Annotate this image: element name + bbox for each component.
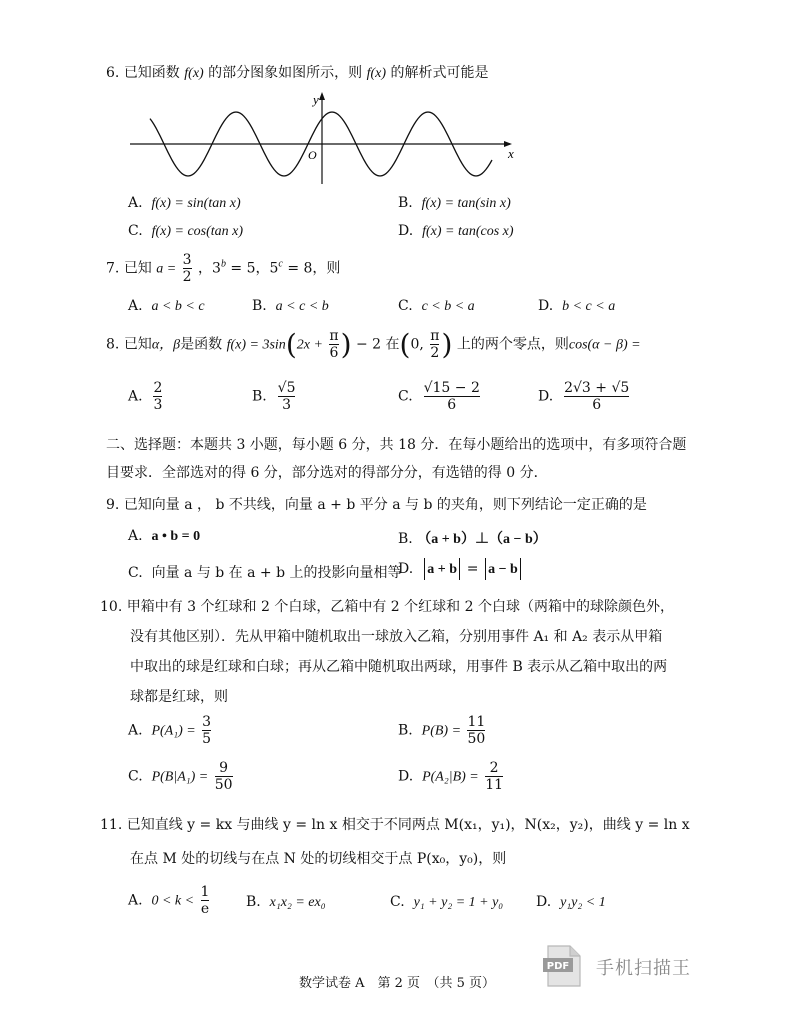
q11-line1: 11. 已知直线 y = kx 与曲线 y = ln x 相交于不同两点 M(x₁，y₁)，N(x₂，y₂)，曲线 y = ln x bbox=[100, 817, 690, 833]
q9-option-a: A. a • b = 0 bbox=[128, 528, 201, 544]
q6-option-d: D. f(x) = tan(cos x) bbox=[398, 223, 514, 239]
q7-stem: 7. 已知 a = $\frac{3}{2}$ ，$3^b = 5$，$5^c = 8$，则 bbox=[106, 252, 341, 286]
svg-text:PDF: PDF bbox=[546, 961, 570, 972]
q11-option-b: B. x₁x₂ = ex₀ bbox=[246, 894, 326, 910]
q8-option-d: D. $\frac{2√3 + √5}{6}$ bbox=[538, 380, 630, 414]
q7-option-d: D. b < c < a bbox=[538, 298, 616, 314]
q10-option-c: C. P(B|A₁) = $\frac{9}{50}$ bbox=[128, 760, 233, 794]
q6-function-graph bbox=[130, 92, 530, 192]
q10-line4: 球都是红球，则 bbox=[130, 689, 228, 705]
q8-option-c: C. $\frac{√15 - 2}{6}$ bbox=[398, 380, 480, 414]
q10-option-b: B. P(B) = $\frac{11}{50}$ bbox=[398, 714, 486, 748]
page-footer: 数学试卷 A 第 2 页 （共 5 页） bbox=[298, 976, 496, 991]
q7-option-b: B. a < c < b bbox=[252, 298, 329, 314]
q6-stem: 6. 已知函数 f(x) 的部分图象如图所示，则 f(x) 的解析式可能是 bbox=[106, 65, 489, 81]
q9-option-b: B. （a + b）⊥（a − b） bbox=[398, 531, 547, 547]
q7-fraction: $\frac{3}{2}$ bbox=[182, 252, 192, 286]
section2-line1: 二、选择题：本题共 3 小题，每小题 6 分，共 18 分．在每小题给出的选项中，有多项符合题 bbox=[106, 437, 687, 453]
q10-option-a: A. P(A₁) = $\frac{3}{5}$ bbox=[128, 714, 212, 748]
y-axis-label: y bbox=[313, 92, 319, 107]
q8-option-b: B. $\frac{√5}{3}$ bbox=[252, 380, 296, 414]
q8-stem: 8. 已知α，β是函数 f(x) = 3sin(2x + $\frac{\pi}{6}$ ) − 2 在(0, $\frac{\pi}{2}$ ) 上的两个零点，则cos(α − β) = bbox=[106, 328, 641, 362]
q11-option-d: D. y₁y₂ < 1 bbox=[536, 894, 606, 910]
q10-line1: 10. 甲箱中有 3 个红球和 2 个白球，乙箱中有 2 个红球和 2 个白球（两箱中的球除颜色外， bbox=[100, 599, 674, 615]
q7-option-a: A. a < b < c bbox=[128, 298, 205, 314]
q11-option-c: C. y₁ + y₂ = 1 + y₀ bbox=[390, 894, 504, 910]
q6-option-a: A. f(x) = sin(tan x) bbox=[128, 195, 241, 211]
q11-line2: 在点 M 处的切线与在点 N 处的切线相交于点 P(x₀，y₀)，则 bbox=[130, 851, 507, 867]
q10-line2: 没有其他区别）．先从甲箱中随机取出一球放入乙箱，分别用事件 A₁ 和 A₂ 表示从甲箱 bbox=[130, 629, 663, 645]
q9-option-d: D. a + b = a − b bbox=[398, 558, 523, 580]
q10-option-d: D. P(A₂|B) = $\frac{2}{11}$ bbox=[398, 760, 504, 794]
q10-line3: 中取出的球是红球和白球；再从乙箱中随机取出两球，用事件 B 表示从乙箱中取出的两 bbox=[130, 659, 668, 675]
q9-option-c: C. 向量 a 与 b 在 a + b 上的投影向量相等 bbox=[128, 565, 402, 581]
section2-line2: 目要求．全部选对的得 6 分，部分选对的得部分分，有选错的得 0 分． bbox=[106, 465, 548, 481]
origin-label: O bbox=[308, 148, 317, 162]
q8-option-a: A. $\frac{2}{3}$ bbox=[128, 380, 163, 414]
y-axis-arrow bbox=[319, 92, 325, 100]
q7-option-c: C. c < b < a bbox=[398, 298, 475, 314]
q9-stem: 9. 已知向量 a ， b 不共线，向量 a + b 平分 a 与 b 的夹角，则下列结论一定正确的是 bbox=[106, 497, 647, 513]
q6-option-b: B. f(x) = tan(sin x) bbox=[398, 195, 511, 211]
watermark-text: 手机扫描王 bbox=[596, 958, 691, 979]
q11-option-a: A. 0 < k < $\frac{1}{e}$ bbox=[128, 884, 210, 918]
x-axis-label: x bbox=[508, 146, 514, 161]
q6-option-c: C. f(x) = cos(tan x) bbox=[128, 223, 244, 239]
